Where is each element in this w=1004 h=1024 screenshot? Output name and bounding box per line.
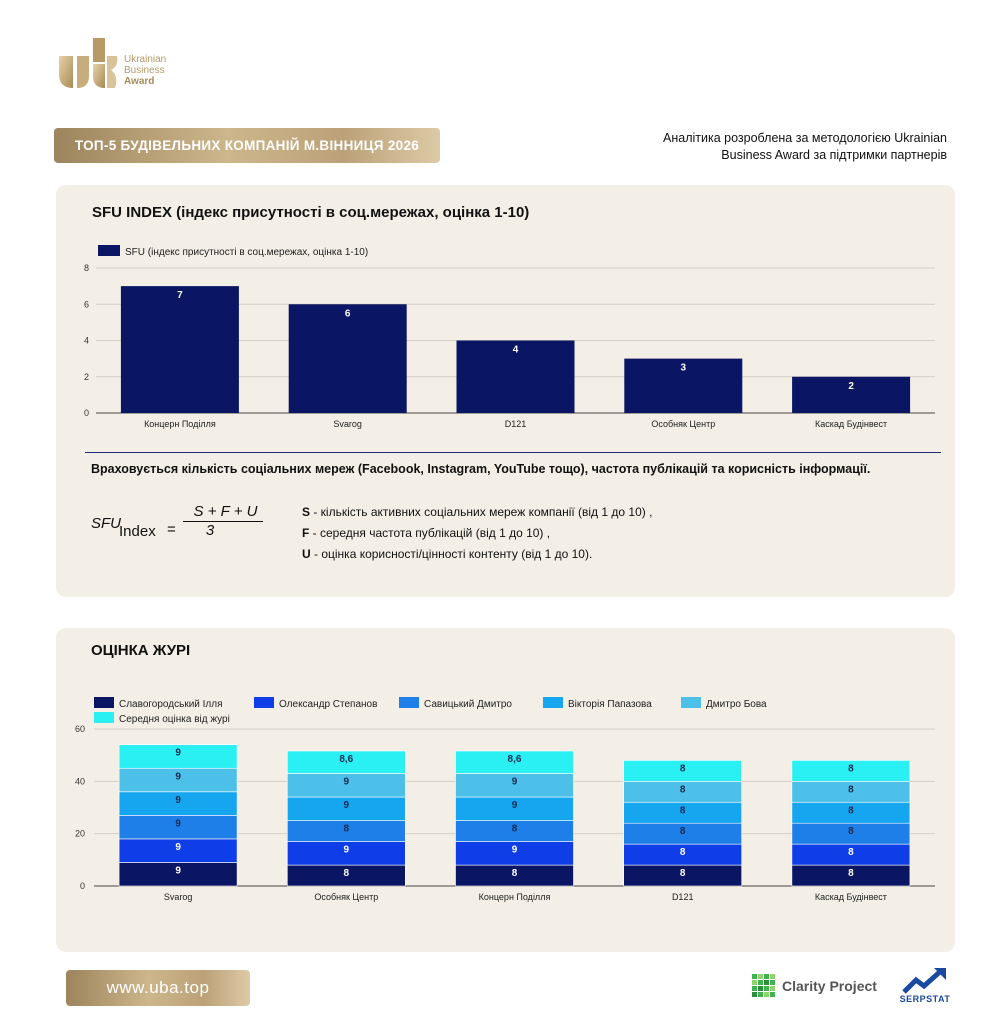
- logo-line-1: Ukrainian: [124, 54, 167, 65]
- legend-label: Славогородський Ілля: [119, 699, 223, 710]
- legend-swatch: [543, 697, 563, 708]
- y-tick-label: 6: [83, 299, 89, 310]
- y-tick-label: 20: [74, 828, 85, 839]
- y-tick-label: 8: [83, 263, 89, 273]
- data-label: 8: [848, 763, 854, 775]
- formula-denominator: 3: [205, 522, 215, 539]
- legend-label: SFU (індекс присутності в соц.мережах, оцінка 1-10): [125, 247, 369, 258]
- bar: [121, 286, 239, 413]
- data-label: 3: [680, 362, 687, 374]
- data-label: 9: [175, 841, 181, 853]
- data-label: 9: [175, 865, 181, 877]
- sfu-chart-title: SFU INDEX (індекс присутності в соц.мережах, оцінка 1-10): [92, 204, 530, 221]
- legend-label: Середня оцінка від журі: [119, 714, 230, 725]
- serpstat-chart-icon: [898, 966, 952, 994]
- methodology-note: [627, 130, 947, 164]
- legend-label: Савицький Дмитро: [424, 699, 512, 710]
- section-divider: [85, 452, 941, 453]
- data-label: 8: [848, 784, 854, 796]
- x-tick-label: Svarog: [333, 419, 362, 429]
- y-tick-label: 60: [74, 724, 85, 734]
- report-title-banner: ТОП-5 БУДІВЕЛЬНИХ КОМПАНІЙ М.ВІННИЦЯ 2026: [54, 128, 440, 163]
- definition-s: S - кількість активних соціальних мереж компанії (від 1 до 10) ,: [302, 505, 653, 519]
- y-tick-label: 2: [83, 371, 89, 382]
- clarity-project-label: Clarity Project: [782, 978, 877, 994]
- sfu-criteria-note: Враховується кількість соціальних мереж (Facebook, Instagram, YouTube тощо), частота публікацій та корисність інформації.: [91, 462, 871, 476]
- data-label: 9: [175, 747, 181, 759]
- data-label: 8: [343, 823, 350, 835]
- data-label: 9: [175, 794, 181, 806]
- data-label: 8,6: [507, 753, 522, 765]
- legend-swatch: [681, 697, 701, 708]
- data-label: 9: [175, 818, 181, 830]
- y-tick-label: 4: [83, 335, 89, 346]
- data-label: 8: [679, 826, 686, 838]
- logo-line-3: Award: [124, 76, 155, 87]
- legend-label: Вікторія Папазова: [568, 699, 652, 710]
- data-label: 6: [344, 308, 351, 320]
- methodology-line-1: Аналітика розроблена за методологією Ukrainian: [663, 131, 947, 145]
- data-label: 8: [343, 868, 350, 880]
- data-label: 8: [848, 805, 854, 817]
- sfu-formula: [91, 503, 291, 553]
- serpstat-label: SERPSTAT: [899, 994, 951, 1004]
- data-label: 9: [343, 800, 350, 812]
- legend-swatch: [98, 245, 120, 256]
- jury-score-panel: [56, 628, 955, 952]
- data-label: 9: [343, 844, 350, 856]
- formula-numerator: S + F + U: [193, 503, 258, 520]
- data-label: 9: [511, 844, 518, 856]
- x-tick-label: Каскад Будінвест: [815, 419, 888, 429]
- data-label: 2: [848, 380, 854, 392]
- data-label: 8: [679, 763, 686, 775]
- serpstat-logo: [898, 966, 952, 1006]
- jury-chart-title: ОЦІНКА ЖУРІ: [91, 642, 191, 659]
- sfu-index-panel: [56, 185, 955, 597]
- data-label: 8,6: [339, 753, 354, 765]
- definition-u: U - оцінка корисності/цінності контенту (від 1 до 10).: [302, 547, 593, 561]
- legend-swatch: [399, 697, 419, 708]
- website-link[interactable]: www.uba.top: [66, 970, 250, 1006]
- data-label: 8: [511, 823, 518, 835]
- data-label: 8: [679, 805, 686, 817]
- data-label: 4: [512, 344, 519, 356]
- data-label: 7: [177, 290, 183, 302]
- data-label: 9: [343, 776, 350, 788]
- data-label: 9: [511, 800, 518, 812]
- data-label: 8: [511, 868, 518, 880]
- x-tick-label: Каскад Будінвест: [814, 892, 887, 902]
- bar: [289, 304, 407, 413]
- x-tick-label: D121: [504, 419, 527, 429]
- formula-definitions: [302, 502, 652, 565]
- data-label: 8: [679, 847, 686, 859]
- data-label: 8: [679, 868, 686, 880]
- x-tick-label: Особняк Центр: [651, 419, 716, 429]
- data-label: 9: [175, 771, 181, 783]
- y-tick-label: 40: [74, 776, 85, 787]
- formula-equals: =: [167, 521, 176, 538]
- x-tick-label: Особняк Центр: [314, 892, 379, 902]
- clarity-project-logo: [752, 973, 877, 999]
- data-label: 8: [848, 847, 854, 859]
- legend-label: Дмитро Бова: [706, 699, 767, 710]
- y-tick-label: 0: [79, 881, 85, 891]
- x-tick-label: Концерн Поділля: [144, 419, 216, 429]
- formula-subscript: Index: [119, 523, 156, 540]
- clarity-grid-icon: [752, 974, 776, 998]
- sfu-bar-chart: [56, 185, 955, 440]
- data-label: 8: [848, 868, 854, 880]
- legend-swatch: [94, 712, 114, 723]
- legend-swatch: [254, 697, 274, 708]
- data-label: 8: [679, 784, 686, 796]
- formula-lhs: SFU: [91, 515, 121, 532]
- methodology-line-2: Business Award за підтримки партнерів: [721, 148, 947, 162]
- legend-swatch: [94, 697, 114, 708]
- definition-f: F - середня частота публікацій (від 1 до 10) ,: [302, 526, 551, 540]
- x-tick-label: D121: [671, 892, 694, 902]
- legend-label: Олександр Степанов: [279, 699, 378, 710]
- data-label: 8: [848, 826, 854, 838]
- x-tick-label: Svarog: [163, 892, 193, 902]
- logo-line-2: Business: [124, 65, 165, 76]
- data-label: 9: [511, 776, 518, 788]
- uba-logo-mark: [57, 36, 119, 90]
- x-tick-label: Концерн Поділля: [478, 892, 551, 902]
- jury-stacked-bar-chart: [56, 628, 955, 918]
- uba-logo: [57, 36, 187, 92]
- y-tick-label: 0: [83, 408, 89, 418]
